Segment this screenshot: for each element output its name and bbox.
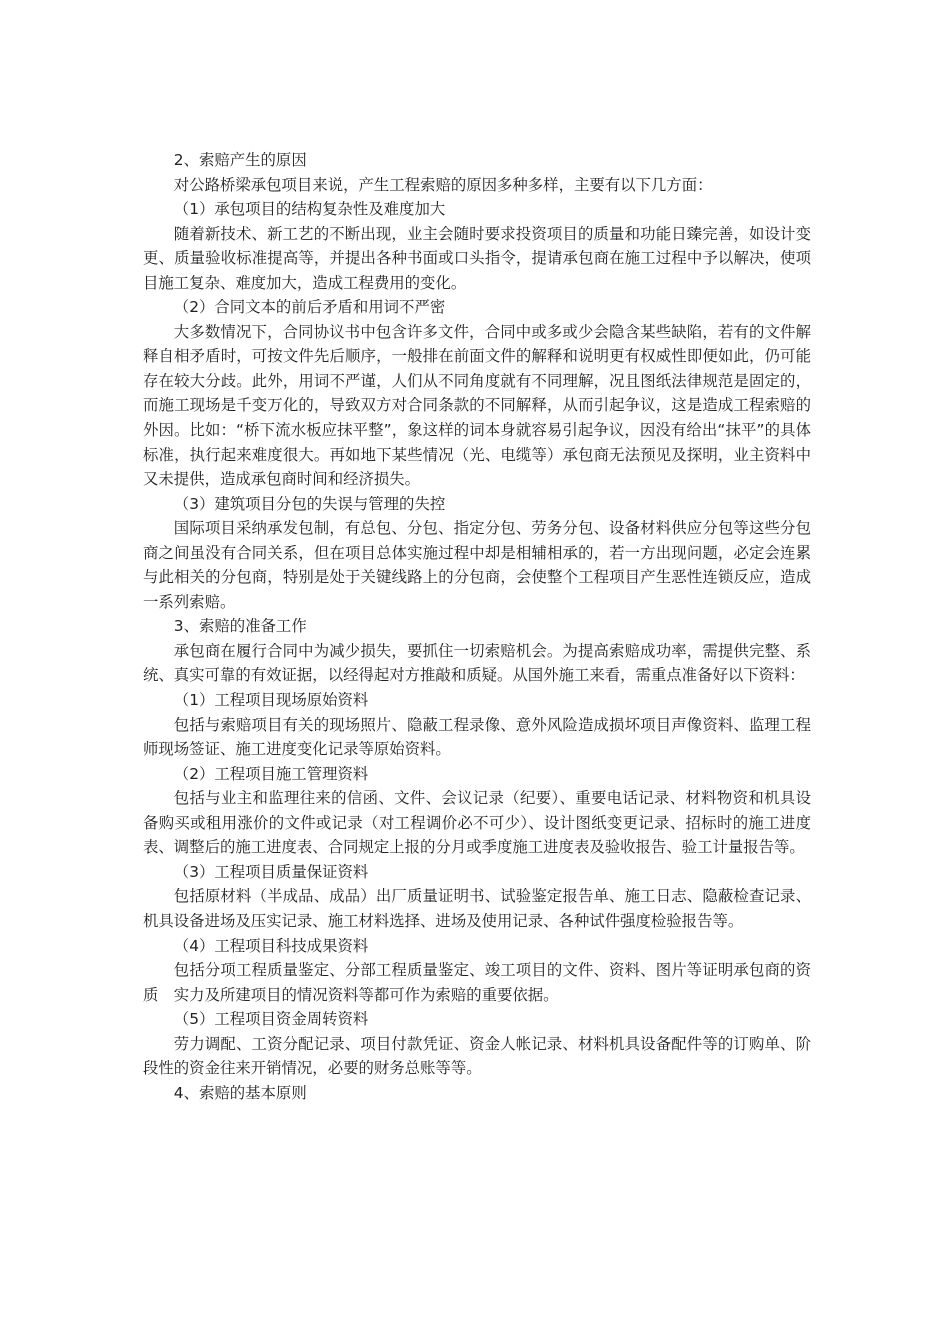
subsection-heading: （3）建筑项目分包的失误与管理的失控	[173, 494, 446, 513]
subsection-heading: （2）工程项目施工管理资料	[173, 764, 369, 783]
body-paragraph: 包括分项工程质量鉴定、分部工程质量鉴定、竣工项目的文件、资料、图片等证明承包商的资质 实力及所建项目的情况资料等都可作为索赔的重要依据。	[143, 961, 811, 1004]
section-heading: 4、索赔的基本原则	[173, 1083, 307, 1102]
body-paragraph: 对公路桥梁承包项目来说，产生工程索赔的原因多种多样，主要有以下几方面：	[173, 175, 713, 194]
body-paragraph: 包括与业主和监理往来的信函、文件、会议记录（纪要）、重要电话记录、材料物资和机具设备购买或租用涨价的文件或记录（对工程调价必不可少）、设计图纸变更记录、招标时的施工进度表、调整后的施工进度表、合同规定上报的分月或季度施工进度表及验收报告、验工计量报告等。	[143, 789, 811, 857]
subsection-heading: （1）承包项目的结构复杂性及难度加大	[173, 200, 446, 219]
subsection-heading: （3）工程项目质量保证资料	[173, 862, 369, 881]
body-paragraph: 包括与索赔项目有关的现场照片、隐蔽工程录像、意外风险造成损坏项目声像资料、监理工程师现场签证、施工进度变化记录等原始资料。	[143, 715, 811, 759]
body-paragraph: 承包商在履行合同中为减少损失，要抓住一切索赔机会。为提高索赔成功率，需提供完整、系统、真实可靠的有效证据，以经得起对方推敲和质疑。从国外施工来看，需重点准备好以下资料：	[143, 641, 811, 685]
body-paragraph: 随着新技术、新工艺的不断出现，业主会随时要求投资项目的质量和功能日臻完善，如设计变更、质量验收标准提高等，并提出各种书面或口头指令，提请承包商在施工过程中予以解决，使项目施工复杂、难度加大，造成工程费用的变化。	[143, 224, 811, 292]
document-page	[143, 148, 811, 1105]
body-paragraph: 大多数情况下，合同协议书中包含许多文件，合同中或多或少会隐含某些缺陷，若有的文件解释自相矛盾时，可按文件先后顺序，一般排在前面文件的解释和说明更有权威性即便如此，仍可能存在较大分歧。此外，用词不严谨，人们从不同角度就有不同理解，况且图纸法律规范是固定的，而施工现场是千变万化的，导致双方对合同条款的不同解释，从而引起争议，这是造成工程索赔的外因。比如：“桥下流水板应抹平整”，象这样的词本身就容易引起争议，因没有给出“抹平”的具体标准，执行起来难度很大。再如地下某些情况（光、电缆等）承包商无法预见及探明，业主资料中又未提供，造成承包商时间和经济损失。	[143, 322, 811, 489]
subsection-heading: （5）工程项目资金周转资料	[173, 1010, 369, 1029]
body-paragraph: 国际项目采纳承发包制，有总包、分包、指定分包、劳务分包、设备材料供应分包等这些分包商之间虽没有合同关系，但在项目总体实施过程中却是相辅相承的，若一方出现问题，必定会连累与此相关的分包商，特别是处于关键线路上的分包商，会使整个工程项目产生恶性连锁反应，造成一系列索赔。	[143, 519, 811, 611]
subsection-heading: （1）工程项目现场原始资料	[173, 691, 369, 710]
subsection-heading: （2）合同文本的前后矛盾和用词不严密	[173, 298, 446, 317]
section-heading: 2、索赔产生的原因	[173, 151, 307, 169]
body-paragraph: 劳力调配、工资分配记录、项目付款凭证、资金人帐记录、材料机具设备配件等的订购单、阶段性的资金往来开销情况，必要的财务总账等等。	[143, 1034, 811, 1078]
subsection-heading: （4）工程项目科技成果资料	[173, 936, 369, 955]
section-heading: 3、索赔的准备工作	[173, 617, 307, 636]
body-paragraph: 包括原材料（半成品、成品）出厂质量证明书、试验鉴定报告单、施工日志、隐蔽检查记录、机具设备进场及压实记录、施工材料选择、进场及使用记录、各种试件强度检验报告等。	[143, 887, 811, 930]
